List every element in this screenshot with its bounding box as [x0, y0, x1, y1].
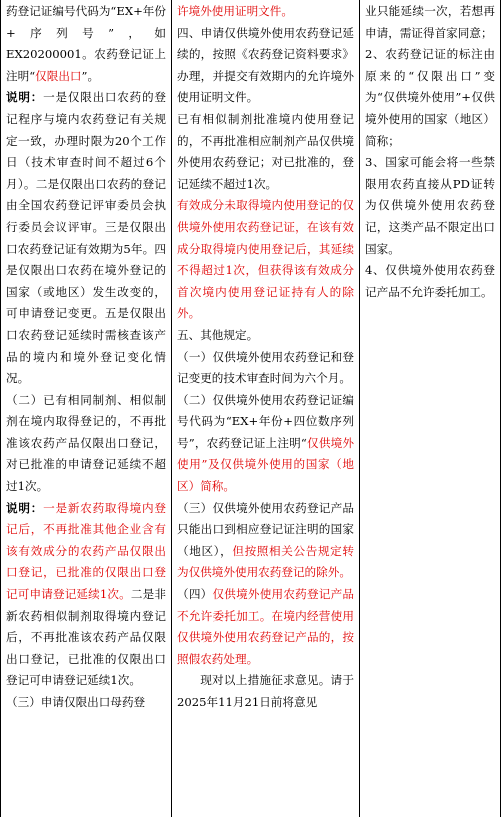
paragraph: 已有相似制剂批准境内使用登记的，不再批准相应制剂产品仅供境外使用农药登记；对已批准的，登记延续不超过1次。 [177, 111, 354, 191]
note-label: 说明： [6, 500, 44, 515]
paragraph: 现对以上措施征求意见。请于2025年11月21日前将意见 [177, 673, 354, 709]
paragraph: （二）已有相同制剂、相似制剂在境内取得登记的，不再批准该农药产品仅限出口登记，对已批准的申请登记延续不超过1次。 [6, 392, 166, 494]
note-label: 说明： [6, 90, 44, 105]
paragraph: （三）申请仅限出口母药登 [6, 695, 146, 709]
paragraph: 说明：一是仅限出口农药的登记程序与境内农药登记有关规定一致，办理时限为20个工作日（技术审查时间不超过6个月）。二是仅限出口农药的登记由全国农药登记评审委员会执行委员会议评审。三是仅限出口农药登记证有效期为5年。四是仅限出口农药在境外登记的国家（或地区）发生改变的，可申请登记变更。五是仅限出口农药登记延续时需核查该产品的境内和境外登记变化情况。 [6, 90, 166, 386]
column-middle [171, 0, 360, 817]
paragraph: 3、国家可能会将一些禁限用农药直接从PD证转为仅供境外使用农药登记，这类产品不限定出口国家。 [365, 155, 495, 256]
highlight-text: 仅供境外使用”及仅供境外使用的国家（地区）简称。 [177, 435, 354, 494]
highlight-text: 但按照相关公告规定转为仅供境外使用农药登记的除外。 [177, 543, 354, 580]
paragraph: 药登记证编号代码为“EX+年份+序列号”，如EX20200001。农药登记证上注明“仅限出口”。 [6, 4, 166, 83]
highlight-text: 一是新农药取得境内登记后，不再批准其他企业含有该有效成分的农药产品仅限出口登记，已批准的仅限出口登记可申请登记延续1次。 [6, 500, 166, 602]
highlight-text: 仅限出口 [35, 68, 82, 83]
paragraph: 四、申请仅供境外使用农药登记延续的，按照《农药登记资料要求》办理，并提交有效期内的允许境外使用证明文件。 [177, 25, 354, 105]
paragraph: （二）仅供境外使用农药登记证编号代码为“EX+年份+四位数序列号”，农药登记证上注明“仅供境外使用”及仅供境外使用的国家（地区）简称。 [177, 392, 354, 494]
column-left [0, 0, 172, 817]
paragraph: （三）仅供境外使用农药登记产品只能出口到相应登记证注明的国家（地区），但按照相关公告规定转为仅供境外使用农药登记的除外。 [177, 500, 354, 580]
paragraph: 说明：一是新农药取得境内登记后，不再批准其他企业含有该有效成分的农药产品仅限出口登记，已批准的仅限出口登记可申请登记延续1次。二是非新农药相似制剂取得境内登记后，不再批准该农药产品仅限出口登记，已批准的仅限出口登记可申请登记延续1次。 [6, 500, 166, 688]
paragraph: 许境外使用证明文件。 [177, 4, 293, 18]
paragraph: 业只能延续一次，若想再申请，需证得首家同意； [365, 4, 495, 40]
paragraph: （四）仅供境外使用农药登记产品不允许委托加工。在境内经营使用仅供境外使用农药登记产品的，按照假农药处理。 [177, 587, 354, 666]
column-right [359, 0, 501, 817]
paragraph: （一）仅供境外使用农药登记和登记变更的技术审查时间为六个月。 [177, 349, 354, 386]
paragraph: 有效成分未取得境内使用登记的仅供境外使用农药登记证，在该有效成分取得境内使用登记后，其延续不得超过1次，但获得该有效成分首次境内使用登记证持有人的除外。 [177, 198, 354, 321]
paragraph: 2、农药登记证的标注由原来的“仅限出口”变为“仅供境外使用”+仅供境外使用的国家（地区）简称； [365, 47, 495, 148]
highlight-text: 仅供境外使用农药登记产品不允许委托加工。在境内经营使用仅供境外使用农药登记产品的，按照假农药处理。 [177, 587, 354, 666]
paragraph: 五、其他规定。 [177, 327, 259, 342]
paragraph: 4、仅供境外使用农药登记产品不允许委托加工。 [365, 263, 495, 299]
